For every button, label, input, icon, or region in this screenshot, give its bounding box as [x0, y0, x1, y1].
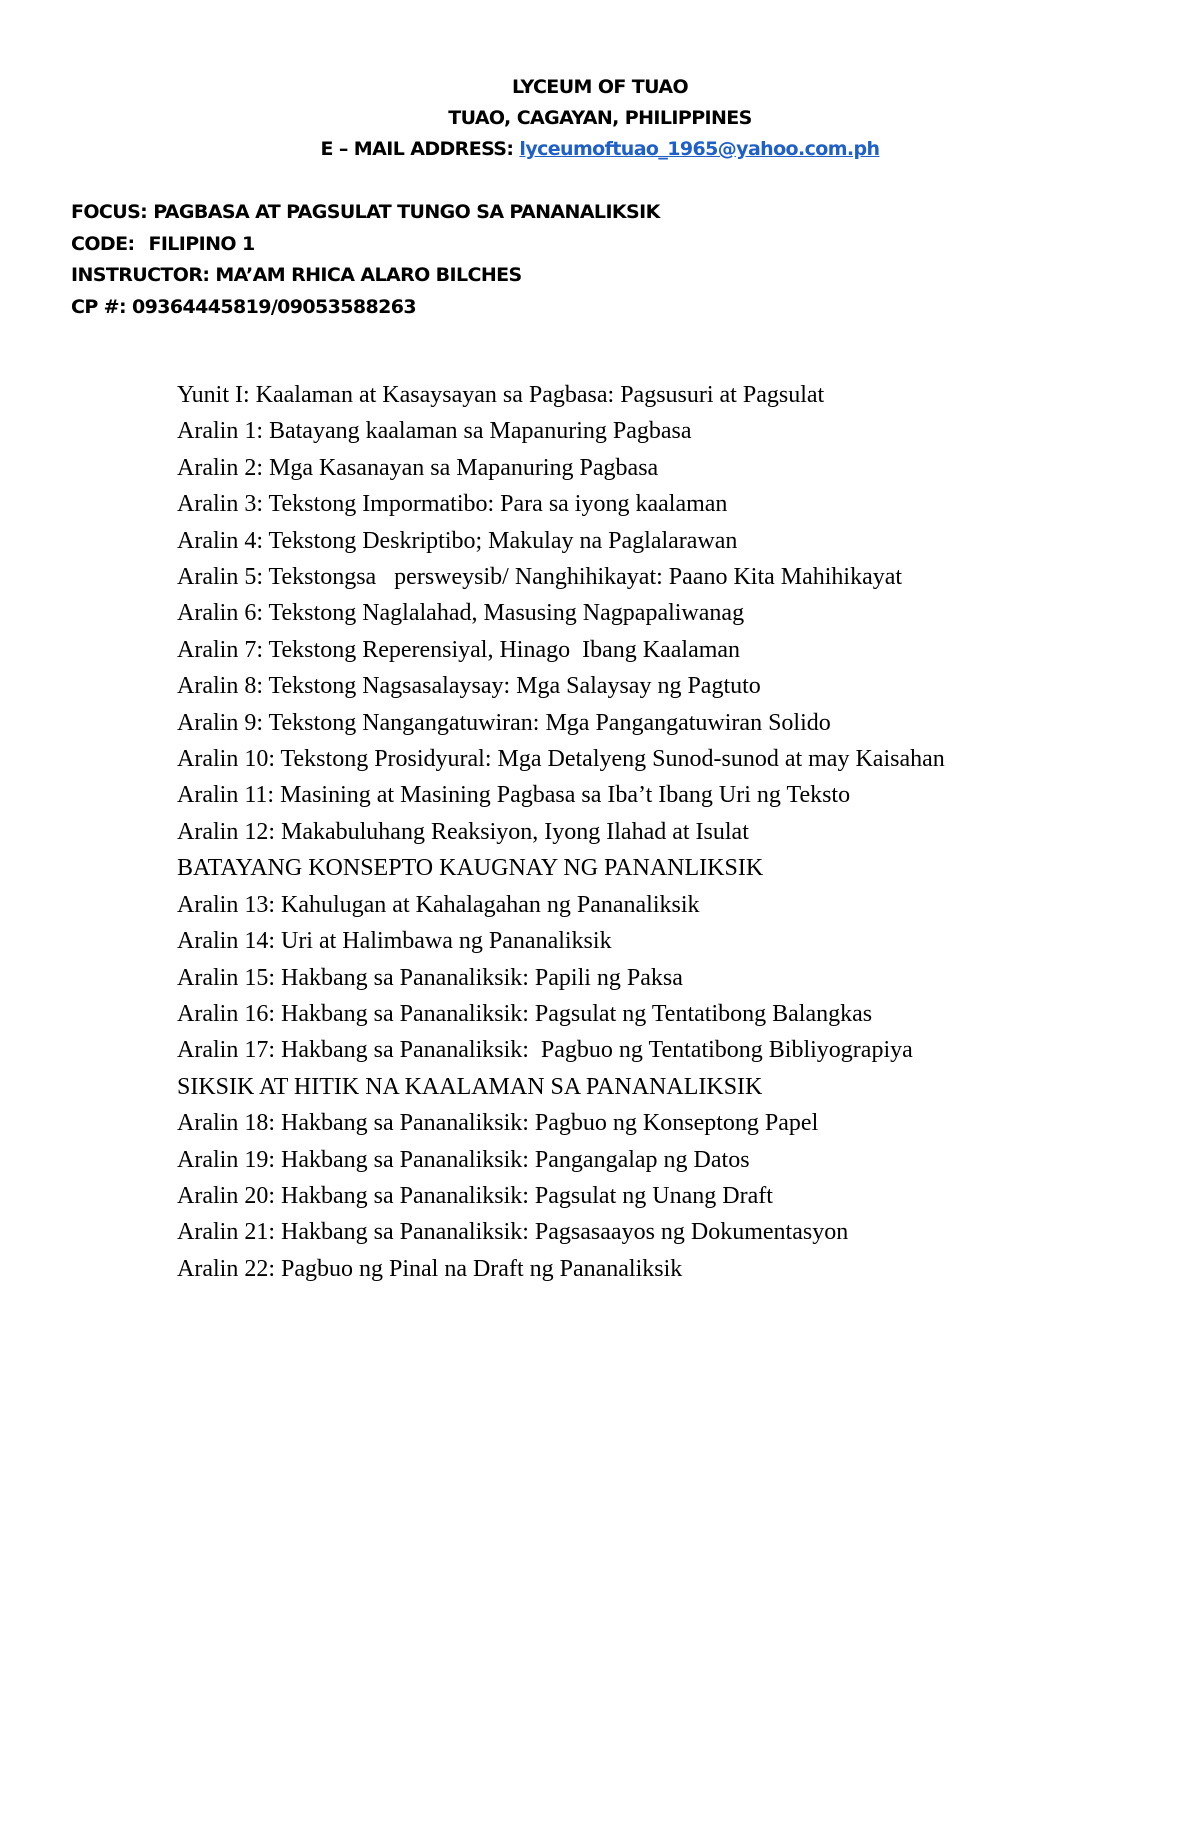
- outline-item: Yunit I: Kaalaman at Kasaysayan sa Pagbasa: Pagsusuri at Pagsulat: [177, 382, 825, 408]
- focus-line: FOCUS: PAGBASA AT PAGSULAT TUNGO SA PANANALIKSIK: [71, 201, 660, 223]
- outline-item: Aralin 18: Hakbang sa Pananaliksik: Pagbuo ng Konseptong Papel: [177, 1110, 819, 1137]
- outline-item: Aralin 1: Batayang kaalaman sa Mapanuring Pagbasa: [177, 418, 692, 445]
- outline-item: Aralin 14: Uri at Halimbawa ng Pananaliksik: [177, 928, 612, 955]
- outline-item: SIKSIK AT HITIK NA KAALAMAN SA PANANALIKSIK: [177, 1073, 763, 1100]
- outline-item: Aralin 17: Hakbang sa Pananaliksik: Pagbuo ng Tentatibong Bibliyograpiya: [177, 1037, 913, 1064]
- outline-item: Aralin 12: Makabuluhang Reaksiyon, Iyong Ilahad at Isulat: [177, 818, 749, 845]
- outline-item: Aralin 20: Hakbang sa Pananaliksik: Pagsulat ng Unang Draft: [177, 1182, 773, 1209]
- contact-line: CP #: 09364445819/09053588263: [71, 295, 417, 318]
- outline-item: Aralin 6: Tekstong Naglalahad, Masusing Nagpapaliwanag: [177, 600, 745, 627]
- outline-item: Aralin 5: Tekstongsa persweysib/ Nanghihikayat: Paano Kita Mahihikayat: [177, 564, 903, 591]
- email-label: E – MAIL ADDRESS:: [320, 138, 520, 160]
- outline-item: Aralin 16: Hakbang sa Pananaliksik: Pagsulat ng Tentatibong Balangkas: [177, 1000, 873, 1027]
- school-name: LYCEUM OF TUAO: [511, 76, 689, 98]
- email-link[interactable]: lyceumoftuao_1965@yahoo.com.ph: [519, 138, 880, 160]
- email-line: [0, 134, 1200, 165]
- school-location: TUAO, CAGAYAN, PHILIPPINES: [448, 107, 752, 129]
- outline-item: BATAYANG KONSEPTO KAUGNAY NG PANANLIKSIK: [177, 855, 764, 882]
- outline-item: Aralin 11: Masining at Masining Pagbasa sa Iba’t Ibang Uri ng Teksto: [177, 782, 851, 809]
- outline-item: Aralin 9: Tekstong Nangangatuwiran: Mga Pangangatuwiran Solido: [177, 709, 831, 736]
- course-info: [71, 197, 660, 323]
- outline-item: Aralin 3: Tekstong Impormatibo: Para sa iyong kaalaman: [177, 491, 728, 518]
- outline-item: Aralin 15: Hakbang sa Pananaliksik: Papili ng Paksa: [177, 964, 683, 991]
- outline-item: Aralin 19: Hakbang sa Pananaliksik: Pangangalap ng Datos: [177, 1146, 750, 1173]
- outline-item: Aralin 21: Hakbang sa Pananaliksik: Pagsasaayos ng Dokumentasyon: [177, 1219, 849, 1246]
- outline-item: Aralin 13: Kahulugan at Kahalagahan ng Pananaliksik: [177, 891, 700, 918]
- code-value: FILIPINO 1: [148, 232, 255, 255]
- outline-item: Aralin 22: Pagbuo ng Pinal na Draft ng Pananaliksik: [177, 1255, 683, 1282]
- outline-item: Aralin 8: Tekstong Nagsasalaysay: Mga Salaysay ng Pagtuto: [177, 673, 761, 700]
- instructor-line: INSTRUCTOR: MA’AM RHICA ALARO BILCHES: [71, 264, 522, 286]
- outline-item: Aralin 2: Mga Kasanayan sa Mapanuring Pagbasa: [177, 454, 659, 481]
- code-line: [71, 229, 660, 261]
- document-header: [0, 72, 1200, 165]
- outline-item: Aralin 10: Tekstong Prosidyural: Mga Detalyeng Sunod-sunod at may Kaisahan: [177, 746, 945, 773]
- outline-item: Aralin 7: Tekstong Reperensiyal, Hinago Ibang Kaalaman: [177, 636, 741, 663]
- outline-item: Aralin 4: Tekstong Deskriptibo; Makulay na Paglalarawan: [177, 527, 738, 554]
- code-label: CODE:: [71, 232, 135, 255]
- course-outline: [177, 377, 945, 1287]
